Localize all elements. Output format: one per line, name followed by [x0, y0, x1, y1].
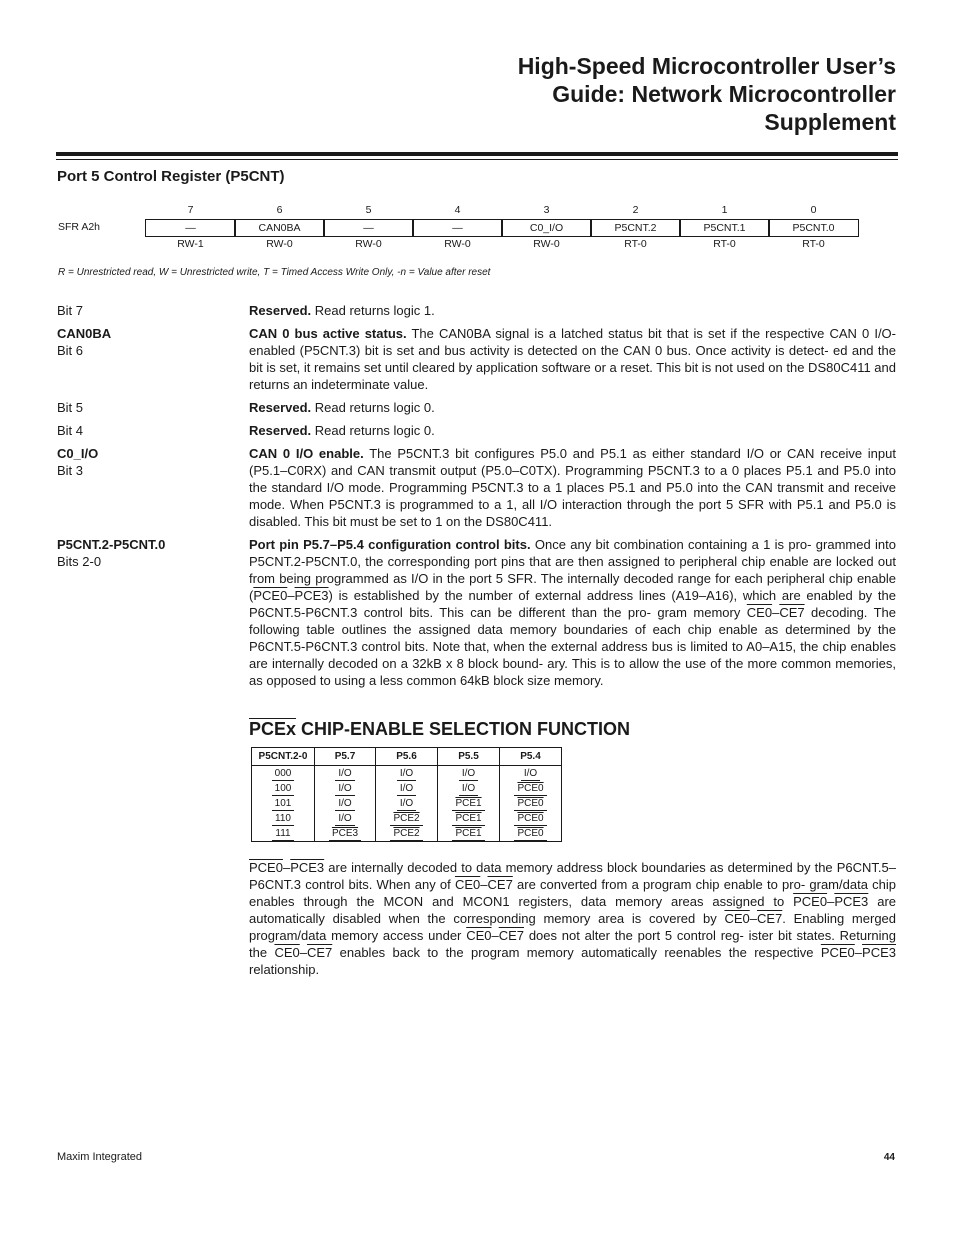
bit-text: decoding. The following table outlines the assigned data memory boundaries of each chip enable as determined by the P6CNT.5-P6CNT.3 control bits. Note that, when the external address bus is limited to A0–A15, the chip enables are internally decoded on a 32kB x 8 block bound- ary. This is to allow the use of the more common memories, as opposed to using a less common 64kB block size memory.	[249, 605, 896, 688]
signal-name: CE0	[724, 911, 750, 926]
table-cell: I/O	[335, 782, 354, 796]
bit-number: 4	[454, 204, 461, 216]
sfr-address-label: SFR A2h	[58, 221, 101, 233]
header-rule	[56, 152, 898, 156]
table-header-row	[252, 748, 562, 766]
bit-reset-value: RT-0	[624, 238, 647, 250]
bit-name-cell: C0_I/O	[501, 219, 592, 237]
bit-name-cell: CAN0BA	[234, 219, 325, 237]
dash: –	[282, 860, 291, 875]
bit-name-cell: P5CNT.2	[590, 219, 681, 237]
pce-title-signal: PCEx	[249, 719, 297, 739]
bit-sub-label: Bit 4	[57, 423, 84, 438]
bit-name: CAN0BA	[57, 326, 112, 341]
table-cell: PCE2	[390, 812, 422, 826]
dash: –	[287, 588, 295, 603]
signal-name: PCE0	[249, 860, 283, 875]
signal-name: PCE0	[253, 588, 288, 603]
bit-number: 3	[543, 204, 550, 216]
footer-company: Maxim Integrated	[57, 1151, 142, 1163]
bit-reset-value: RT-0	[802, 238, 825, 250]
bit-description	[249, 302, 896, 319]
bit-description	[249, 399, 896, 416]
pce-title-text: CHIP-ENABLE SELECTION FUNCTION	[296, 719, 631, 739]
table-cell: I/O	[459, 782, 478, 796]
bit-reset-value: RT-0	[713, 238, 736, 250]
title-line-2: Guide: Network Microcontroller	[552, 81, 896, 107]
bit-number: 6	[276, 204, 283, 216]
table-cell: I/O	[397, 782, 416, 796]
signal-name: PCE3	[834, 894, 869, 909]
table-cell: PCE2	[390, 827, 422, 841]
signal-name: CE7	[306, 945, 333, 960]
bit-sub-label: Bit 3	[57, 463, 84, 478]
table-cell: PCE1	[452, 812, 484, 826]
bit-text: Read returns logic 0.	[314, 423, 435, 438]
dash: –	[772, 605, 780, 620]
column-header: P5.6	[376, 748, 438, 766]
bit-description	[249, 445, 896, 530]
dash: –	[827, 894, 835, 909]
bit-label	[57, 302, 83, 319]
bit-text: Once any bit combination containing a 1 is pro- grammed into P5CNT.2-P5CNT.0, the corresponding port pins that are then assigned to peripheral chip enable are locked out from being programmed as I/O in the port 5 SFR. The internally decoded range for each peripheral chip enable (	[249, 537, 896, 603]
bit-heading: CAN 0 bus active status.	[249, 326, 407, 341]
title-line-1: High-Speed Microcontroller User’s	[517, 53, 896, 79]
table-cell: PCE0	[514, 827, 546, 841]
bit-name-cell: P5CNT.1	[679, 219, 770, 237]
signal-name: PCE3	[290, 860, 325, 875]
signal-name: PCE0	[793, 894, 828, 909]
bit-description	[249, 422, 896, 439]
signal-name: CE0	[454, 877, 481, 892]
table-cell: I/O	[335, 797, 354, 811]
signal-name: PCE0	[820, 945, 855, 960]
bit-description	[249, 536, 896, 689]
table-cell: PCE0	[514, 812, 546, 826]
bit-sub-label: Bit 6	[57, 343, 84, 358]
bit-reset-value: RW-0	[533, 238, 560, 250]
bit-number: 5	[365, 204, 372, 216]
table-cell: I/O	[397, 797, 416, 811]
closing-paragraph	[249, 859, 896, 978]
title-line-3: Supplement	[764, 109, 896, 135]
paragraph-text: are converted from a program chip enable to pro- gram/data chip enables through the MCON and MCON1 registers, data memory areas assigned to	[249, 877, 896, 909]
bit-name-cell: P5CNT.0	[768, 219, 859, 237]
paragraph-text: does not alter the port 5 control reg- ister bit states. Returning the	[249, 928, 896, 960]
signal-name: CE7	[498, 928, 525, 943]
bit-sub-label: Bit 7	[57, 303, 84, 318]
dash: –	[480, 877, 488, 892]
table-cell: I/O	[335, 812, 354, 826]
register-legend: R = Unrestricted read, W = Unrestricted write, T = Timed Access Write Only, -n = Value after reset	[58, 267, 491, 278]
table-cell: I/O	[459, 767, 478, 781]
table-cell: PCE0	[514, 782, 546, 796]
signal-name: PCE3	[862, 945, 896, 960]
table-cell: PCE1	[452, 797, 484, 811]
signal-name: CE0	[274, 945, 300, 960]
bit-text: ) is established by the number of external address lines (A19–A16), which are enabled by the P6CNT.5-P6CNT.3 control bits. This can be different than the pro- gram memory	[249, 588, 896, 620]
bit-name-cell: —	[412, 219, 503, 237]
paragraph-text: enables back to the program memory automatically reenables the respective	[332, 945, 821, 960]
bit-number: 1	[721, 204, 728, 216]
table-cell: 110	[272, 812, 294, 826]
table-row	[252, 796, 562, 811]
column-header: P5CNT.2-0	[252, 748, 315, 766]
table-cell: 000	[272, 767, 295, 781]
bit-name: P5CNT.2-P5CNT.0	[57, 537, 166, 552]
bit-label	[57, 399, 83, 416]
dash: –	[299, 945, 307, 960]
bit-sub-label: Bit 5	[57, 400, 84, 415]
table-row	[252, 826, 562, 842]
header-rule-thin	[56, 159, 898, 160]
bit-text: Read returns logic 0.	[314, 400, 435, 415]
bit-name-cell: —	[323, 219, 414, 237]
bit-number: 0	[810, 204, 817, 216]
paragraph-text: are automatically disabled when the corresponding memory area is covered by	[249, 894, 896, 926]
bit-name-cell: —	[145, 219, 236, 237]
bit-label	[57, 325, 111, 359]
bit-text: Read returns logic 1.	[314, 303, 435, 318]
bit-number: 7	[187, 204, 194, 216]
dash: –	[854, 945, 863, 960]
document-title	[376, 52, 896, 136]
table-cell: PCE0	[514, 797, 546, 811]
table-cell: I/O	[521, 767, 540, 781]
bit-heading: Reserved.	[249, 303, 312, 318]
table-cell: 100	[272, 782, 295, 796]
table-cell: PCE1	[452, 827, 484, 841]
bit-label	[57, 536, 165, 570]
pce-section-title	[249, 719, 630, 740]
bit-reset-value: RW-0	[444, 238, 471, 250]
table-cell: I/O	[397, 767, 416, 781]
table-row	[252, 811, 562, 826]
column-header: P5.4	[500, 748, 562, 766]
table-row	[252, 766, 562, 782]
signal-name: CE0	[746, 605, 773, 620]
bit-heading: Reserved.	[249, 400, 312, 415]
table-row	[252, 781, 562, 796]
dash: –	[749, 911, 757, 926]
bit-label	[57, 422, 83, 439]
bit-description	[249, 325, 896, 393]
paragraph-text: relationship.	[249, 962, 320, 977]
signal-name: CE7	[487, 877, 513, 892]
bit-reset-value: RW-1	[177, 238, 204, 250]
signal-name: CE0	[466, 928, 492, 943]
bit-sub-label: Bits 2-0	[57, 554, 102, 569]
bit-reset-value: RW-0	[355, 238, 382, 250]
bit-reset-value: RW-0	[266, 238, 293, 250]
table-cell: 111	[272, 827, 293, 841]
bit-label	[57, 445, 98, 479]
signal-name: CE7	[756, 911, 783, 926]
dash: –	[491, 928, 499, 943]
paragraph-text: . Enabling merged program/data memory access under	[249, 911, 897, 943]
bit-text: The CAN0BA signal is a latched status bit that is set if the respective CAN 0 I/O-enabled (P5CNT.3) bit is set and bus activity is detected on the CAN 0 bus. Once activity is detect- ed and the bit is set, it remains set until cleared by application software or a reset. This bit is not used on the DS80C411 and returns an indeterminate value.	[249, 326, 896, 392]
bit-heading: Reserved.	[249, 423, 312, 438]
column-header: P5.5	[438, 748, 500, 766]
column-header: P5.7	[315, 748, 376, 766]
section-title: Port 5 Control Register (P5CNT)	[57, 168, 285, 185]
signal-name: CE7	[779, 605, 805, 620]
bit-heading: CAN 0 I/O enable.	[249, 446, 364, 461]
paragraph-text: are internally decoded to data memory address block boundaries as determined by the P6CNT.5–P6CNT.3 control bits. When any of	[249, 860, 896, 892]
table-cell: PCE3	[329, 827, 361, 841]
signal-name: PCE3	[294, 588, 329, 603]
bit-name: C0_I/O	[57, 446, 99, 461]
table-cell: 101	[272, 797, 295, 811]
bit-number: 2	[632, 204, 639, 216]
table-cell: I/O	[335, 767, 354, 781]
page-number: 44	[883, 1152, 895, 1163]
pce-selection-table	[251, 747, 562, 842]
bit-text: The P5CNT.3 bit configures P5.0 and P5.1 as either standard I/O or CAN receive input (P5.1–C0RX) and CAN transmit output (P5.0–C0TX). Programming P5CNT.3 to a 0 places P5.1 and P5.0 into the standard I/O mode. Programming P5CNT.3 to a 1 places P5.1 and P5.0 into the CAN transmit and receive mode. When P5CNT.3 is programmed to a 1, all I/O interaction through the port 5 SFR with P5.1 and P5.0 is disabled. This bit must be set to 1 on the DS80C411.	[249, 446, 896, 529]
bit-heading: Port pin P5.7–P5.4 configuration control bits.	[249, 537, 531, 552]
